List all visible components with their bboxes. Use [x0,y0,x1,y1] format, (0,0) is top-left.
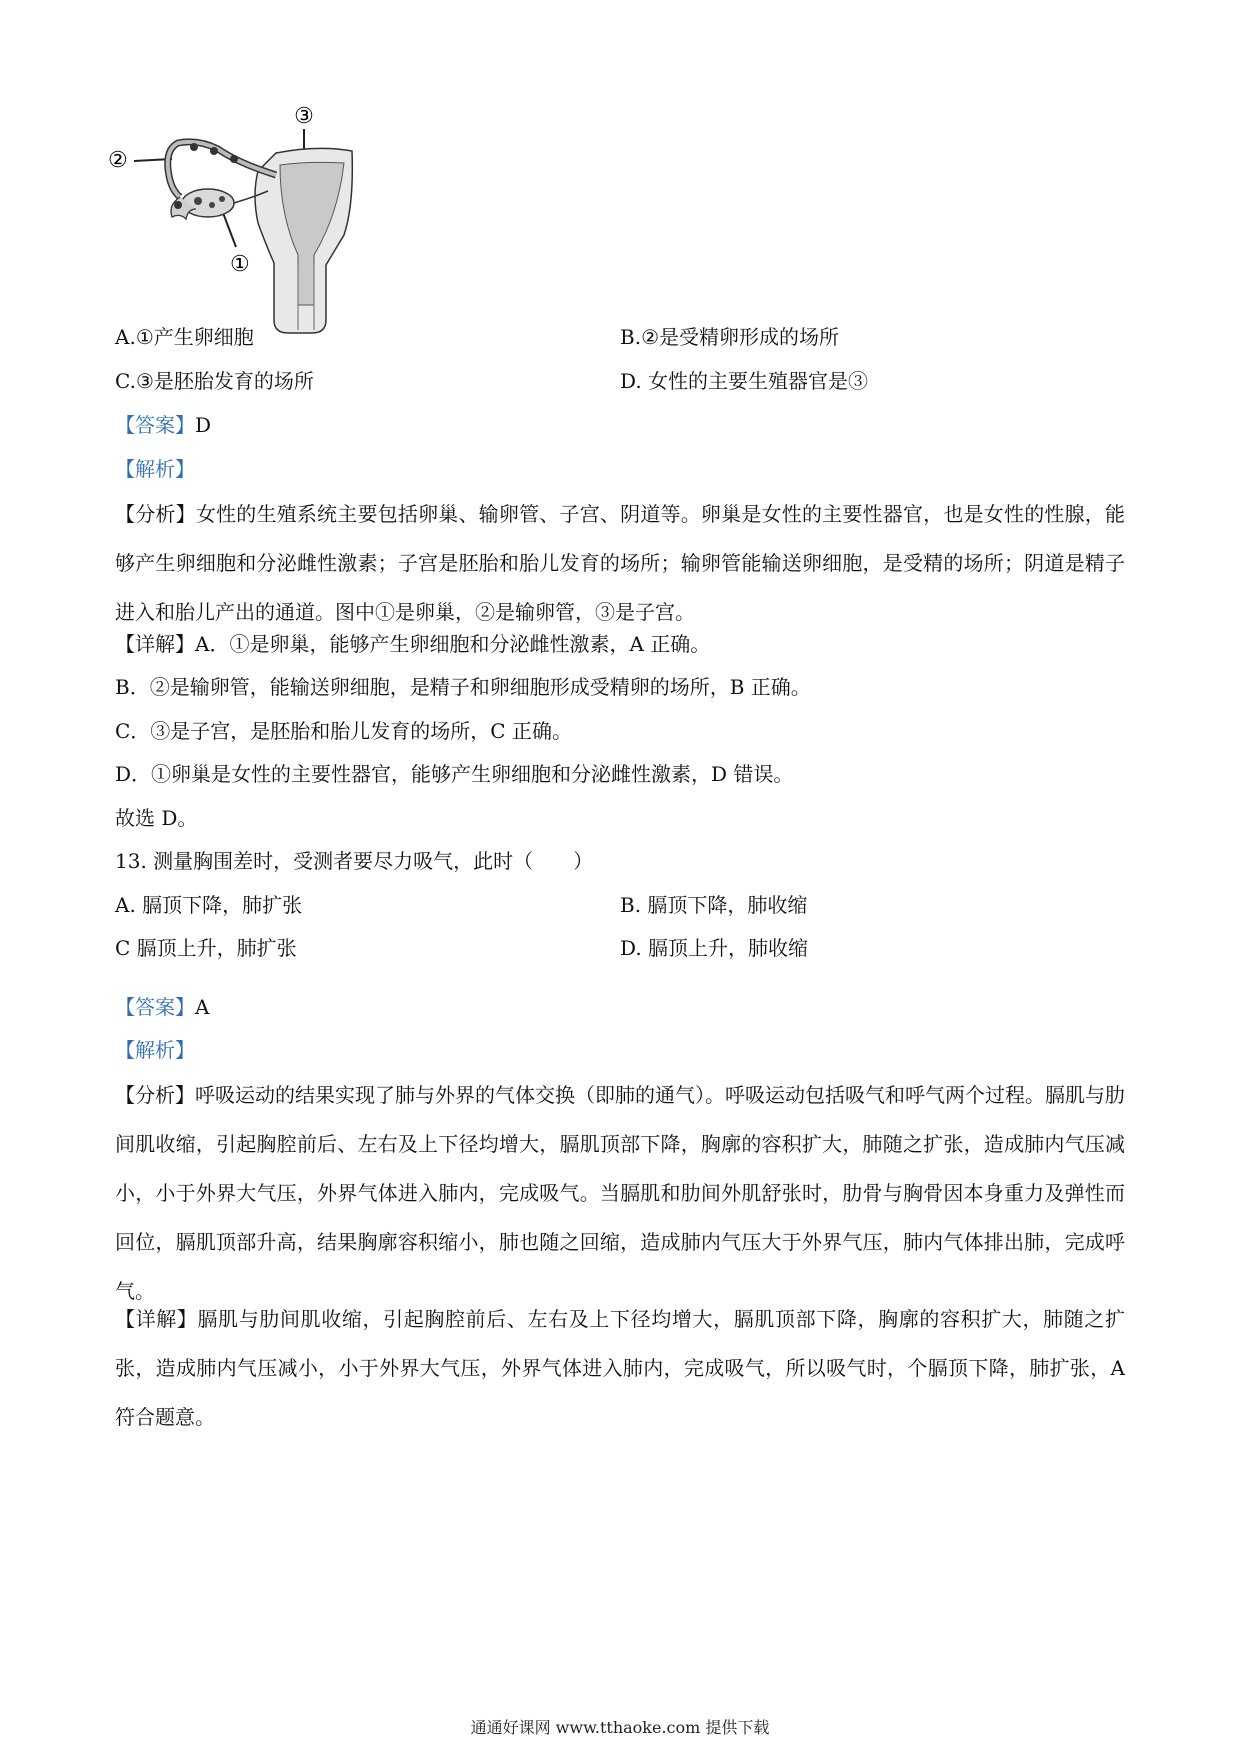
detail-tag: 【详解】 [115,1307,198,1331]
option-text: 膈顶下降，肺扩张 [135,893,303,917]
page-footer: 通通好课网 www.tthaoke.com 提供下载 [470,1718,770,1737]
jiexi-tag: 【解析】 [115,1038,195,1062]
q12-detail-d: D．①卵巢是女性的主要性器官，能够产生卵细胞和分泌雌性激素，D 错误。 [115,762,794,786]
q12-detail-c: C．③是子宫，是胚胎和胎儿发育的场所，C 正确。 [115,719,572,743]
q13-analysis [115,1071,1125,1316]
option-letter: C. [115,369,136,393]
q12-option-a [115,323,254,351]
option-text: ②是受精卵形成的场所 [641,325,839,349]
analysis-text: 女性的生殖系统主要包括卵巢、输卵管、子宫、阴道等。卵巢是女性的主要性器官，也是女性的性腺，能够产生卵细胞和分泌雌性激素；子宫是胚胎和胎儿发育的场所；输卵管能输送卵细胞，是受精的场所；阴道是精子进入和胎儿产出的通道。图中①是卵巢，②是输卵管，③是子宫。 [115,502,1126,624]
q12-detail-b: B．②是输卵管，能输送卵细胞，是精子和卵细胞形成受精卵的场所，B 正确。 [115,675,811,699]
option-text: 膈顶上升，肺收缩 [641,936,809,960]
q13-answer [115,993,209,1021]
jiexi-tag: 【解析】 [115,457,195,481]
label-3: ③ [294,105,314,129]
analysis-tag: 【分析】 [115,1083,195,1107]
answer-value: A [195,995,210,1019]
q12-choose: 故选 D。 [115,806,198,830]
answer-value: D [195,413,212,437]
q12-detail-a [115,630,710,658]
q13-option-b [620,891,807,919]
detail-text: 膈肌与肋间肌收缩，引起胸腔前后、左右及上下径均增大，膈肌顶部下降，胸廓的容积扩大，肺随之扩张，造成肺内气压减小，小于外界大气压，外界气体进入肺内，完成吸气，所以吸气时，个膈顶下降，肺扩张，A 符合题意。 [115,1307,1125,1429]
option-letter: B. [620,893,642,917]
option-text: 膈顶下降，肺收缩 [641,893,808,917]
analysis-text: 呼吸运动的结果实现了肺与外界的气体交换（即肺的通气）。呼吸运动包括吸气和呼气两个过程。膈肌与肋间肌收缩，引起胸腔前后、左右及上下径均增大，膈肌顶部下降，胸廓的容积扩大，肺随之扩张，造成肺内气压减小，小于外界大气压，外界气体进入肺内，完成吸气。当膈肌和肋间外肌舒张时，肋骨与胸骨因本身重力及弹性而回位，膈肌顶部升高，结果胸廓容积缩小，肺也随之回缩，造成肺内气压大于外界气压，肺内气体排出肺，完成呼气。 [115,1083,1125,1303]
q13-stem: 13. 测量胸围差时，受测者要尽力吸气，此时（ ） [115,849,594,873]
option-letter: B. [620,325,642,349]
detail-tag: 【详解】 [115,632,195,656]
q13-option-a [115,891,302,919]
answer-tag: 【答案】 [115,995,195,1019]
label-1: ① [230,252,250,277]
q12-option-b [620,323,839,351]
option-text: 膈顶上升，肺扩张 [130,936,297,960]
option-text: ①产生卵细胞 [135,325,254,349]
female-reproductive-system-diagram [108,105,408,350]
q12-option-c [115,367,314,395]
q12-option-d [620,367,868,395]
label-2: ② [108,148,128,173]
option-text: 女性的主要生殖器官是③ [641,369,869,393]
option-letter: C [115,936,131,960]
q13-option-d [620,934,808,962]
option-letter: D. [620,936,642,960]
option-letter: A. [115,893,136,917]
option-text: ③是胚胎发育的场所 [135,369,314,393]
detail-text: A．①是卵巢，能够产生卵细胞和分泌雌性激素，A 正确。 [195,632,711,656]
q12-answer [115,411,211,439]
option-letter: A. [115,325,136,349]
answer-tag: 【答案】 [115,413,195,437]
q13-option-c [115,934,297,962]
q12-analysis [115,490,1125,637]
q13-detail [115,1295,1125,1442]
q13-jiexi [115,1036,195,1064]
q12-jiexi [115,455,195,483]
option-letter: D. [620,369,642,393]
analysis-tag: 【分析】 [115,502,196,526]
